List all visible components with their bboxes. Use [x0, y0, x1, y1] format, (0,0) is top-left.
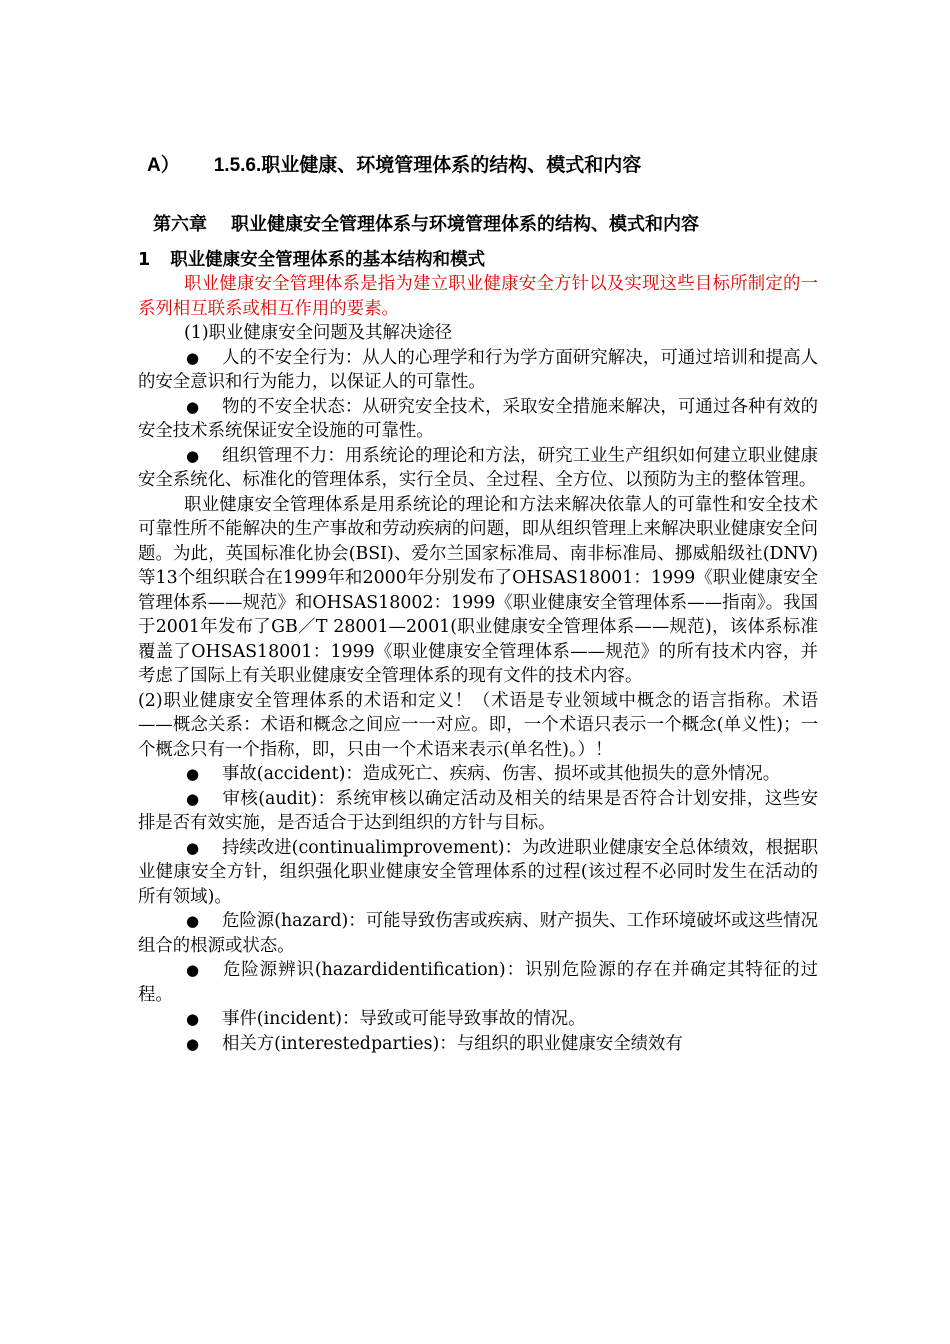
- bullet-icon: [184, 1032, 222, 1057]
- term-item: ●危险源(hazard)：可能导致伤害或疾病、财产损失、工作环境破坏或这些情况组合的根源或状态。: [138, 909, 818, 958]
- term-item: ●事故(accident)：造成死亡、疾病、伤害、损坏或其他损失的意外情况。: [138, 762, 818, 787]
- term-item: ●事件(incident)：导致或可能导致事故的情况。: [138, 1007, 818, 1032]
- bullet-icon: [184, 958, 222, 983]
- chapter-heading: [153, 210, 699, 236]
- term-item: ●相关方(interestedparties)：与组织的职业健康安全绩效有: [138, 1032, 818, 1057]
- bullet-icon: [184, 836, 222, 861]
- term-item: ●危险源辨识(hazardidentification)：识别危险源的存在并确定其特征的过程。: [138, 958, 818, 1007]
- bullet-icon: [184, 762, 222, 787]
- heading-label: A）: [147, 155, 180, 176]
- bullet-icon: [184, 346, 222, 371]
- section-number: 1: [138, 250, 151, 270]
- ohsms-paragraph: 职业健康安全管理体系是用系统论的理论和方法来解决依靠人的可靠性和安全技术可靠性所不能解决的生产事故和劳动疾病的问题，即从组织管理上来解决职业健康安全问题。为此，英国标准化协会(BSI)、爱尔兰国家标准局、南非标准局、挪威船级社(DNV)等13个组织联合在1999年和2000年分别发布了OHSAS18001：1999《职业健康安全管理体系——规范》和OHSAS18002：1999《职业健康安全管理体系——指南》。我国于2001年发布了GB／T 28001—2001(职业健康安全管理体系——规范)，该体系标准覆盖了OHSAS18001：1999《职业健康安全管理体系——规范》的所有技术内容，并考虑了国际上有关职业健康安全管理体系的现有文件的技术内容。: [138, 494, 818, 686]
- body-text: [138, 272, 818, 1056]
- term-item: ●持续改进(continualimprovement)：为改进职业健康安全总体绩效，根据职业健康安全方针，组织强化职业健康安全管理体系的过程(该过程不必同时发生在活动的所有领域)。: [138, 836, 818, 910]
- bullet-icon: [184, 909, 222, 934]
- bullet-item: ●组织管理不力：用系统论的理论和方法，研究工业生产组织如何建立职业健康安全系统化、标准化的管理体系，实行全员、全过程、全方位、以预防为主的整体管理。: [138, 444, 818, 493]
- subsection-1-title: (1)职业健康安全问题及其解决途径: [184, 323, 453, 343]
- term-item: ●审核(audit)：系统审核以确定活动及相关的结果是否符合计划安排，这些安排是否有效实施，是否适合于达到组织的方针与目标。: [138, 787, 818, 836]
- heading-title: 1.5.6.职业健康、环境管理体系的结构、模式和内容: [213, 155, 642, 176]
- section-title: 职业健康安全管理体系的基本结构和模式: [170, 250, 486, 270]
- document-heading: [147, 150, 641, 177]
- bullet-icon: [184, 444, 222, 469]
- bullet-icon: [184, 395, 222, 420]
- definition-paragraph: 职业健康安全管理体系是指为建立职业健康安全方针以及实现这些目标所制定的一系列相互联系或相互作用的要素。: [138, 274, 818, 319]
- subsection-2-title: (2)职业健康安全管理体系的术语和定义！（术语是专业领域中概念的语言指称。术语——概念关系：术语和概念之间应一一对应。即，一个术语只表示一个概念(单义性)；一个概念只有一个指称，即，只由一个术语来表示(单名性)。）！: [138, 690, 818, 760]
- chapter-title: 职业健康安全管理体系与环境管理体系的结构、模式和内容: [231, 214, 699, 235]
- chapter-number: 第六章: [153, 214, 207, 235]
- section-heading: [138, 246, 485, 271]
- bullet-item: ●物的不安全状态：从研究安全技术，采取安全措施来解决，可通过各种有效的安全技术系统保证安全设施的可靠性。: [138, 395, 818, 444]
- bullet-item: ●人的不安全行为：从人的心理学和行为学方面研究解决，可通过培训和提高人的安全意识和行为能力，以保证人的可靠性。: [138, 346, 818, 395]
- bullet-icon: [184, 1007, 222, 1032]
- bullet-icon: [184, 787, 222, 812]
